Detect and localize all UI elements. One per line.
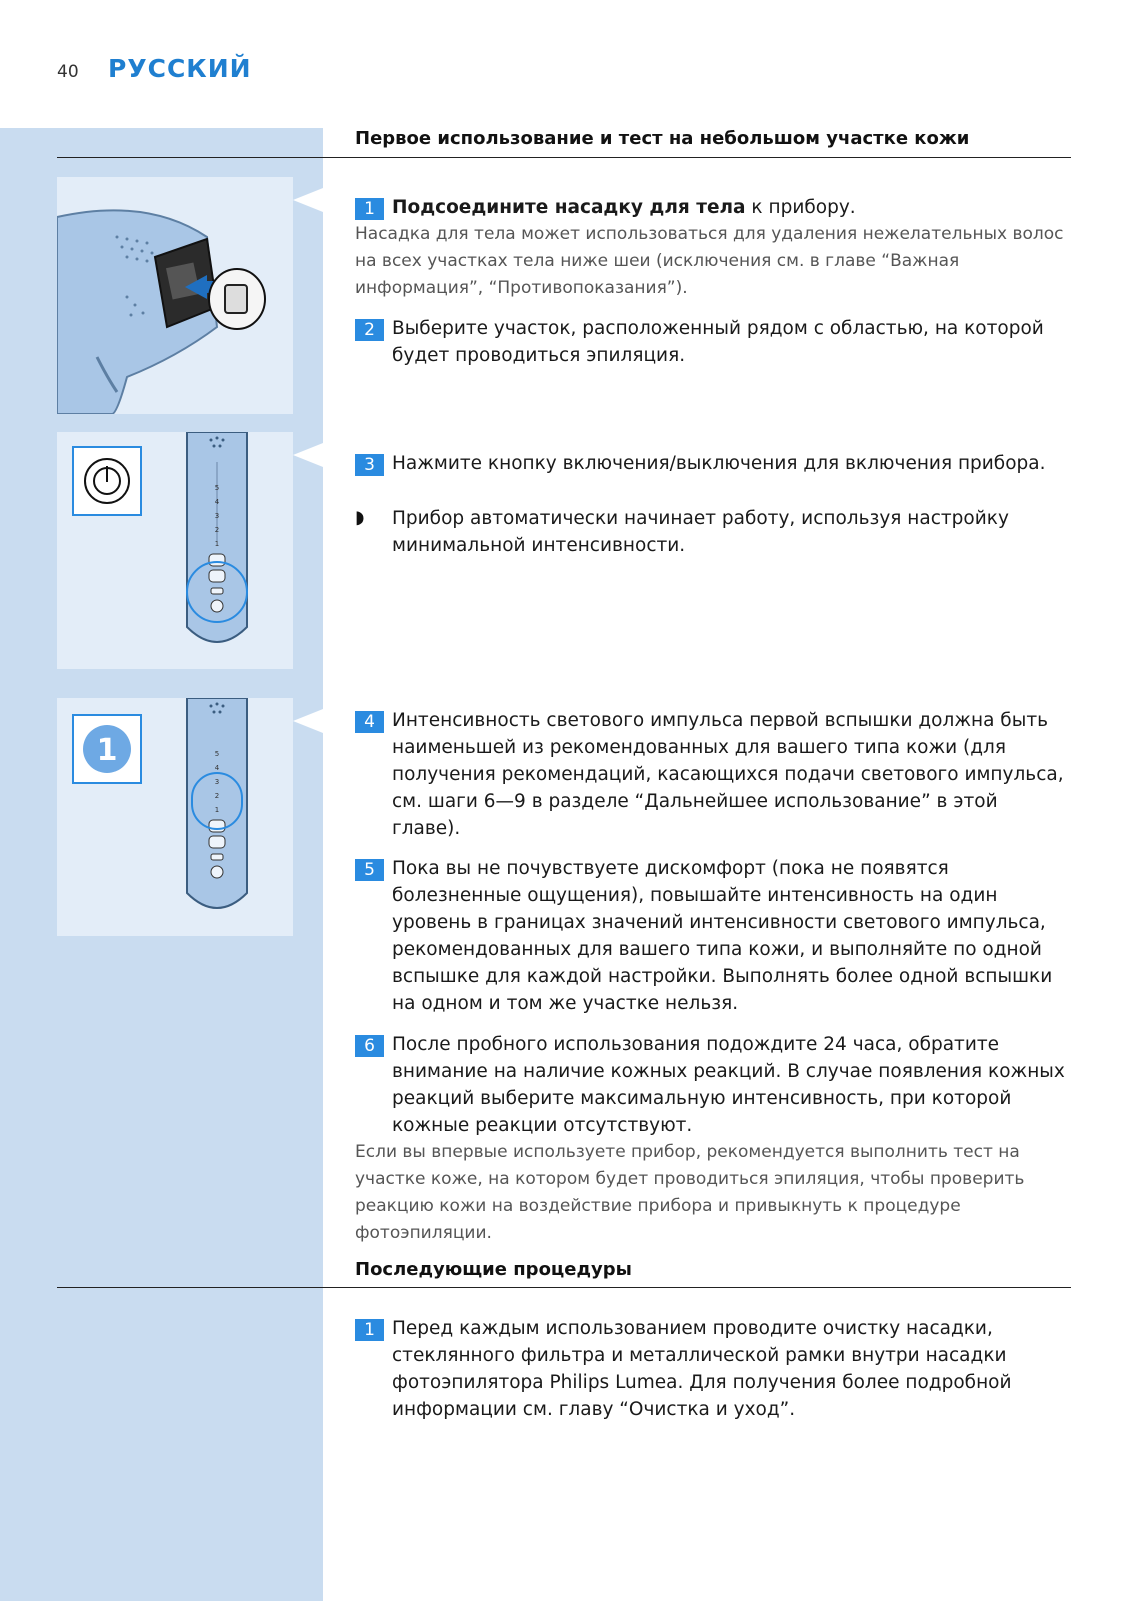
result-bullet	[355, 505, 1071, 559]
svg-text:4: 4	[214, 498, 220, 506]
svg-text:4: 4	[214, 764, 220, 772]
svg-text:1: 1	[214, 540, 220, 548]
step-number: 4	[355, 711, 384, 733]
step-text: После пробного использования подождите 24 часа, обратите внимание на наличие кожных реакций. В случае появления кожных реакций выберите максимальную интенсивность, при которой кожные реакции отсутствуют.	[392, 1034, 1065, 1136]
step-text: Нажмите кнопку включения/выключения для включения прибора.	[392, 453, 1046, 474]
step-text: Выберите участок, расположенный рядом с областью, на которой будет проводиться эпиляция.	[392, 318, 1044, 366]
device-attachment-icon	[57, 177, 293, 414]
step-bold-text: Подсоедините насадку для тела	[392, 197, 746, 218]
bullet-icon: ◗	[355, 507, 365, 528]
step-text: к прибору.	[745, 197, 856, 218]
step-6	[355, 1031, 1071, 1139]
svg-text:2: 2	[214, 792, 220, 800]
device-intensity-icon	[57, 698, 293, 936]
step-1-subsequent	[355, 1315, 1071, 1423]
svg-text:3: 3	[214, 778, 220, 786]
first-use-note: Если вы впервые используете прибор, рекомендуется выполнить тест на участке коже, на котором будет проводиться эпиляция, чтобы проверить реакцию кожи на воздействие прибора и привыкнуть к процедуре фотоэпиляции.	[355, 1142, 1025, 1243]
section-divider	[57, 1287, 1071, 1288]
page-number: 40	[57, 62, 79, 82]
step-number: 1	[355, 198, 384, 220]
step-1	[355, 194, 1071, 221]
level-5-label: 5	[214, 484, 220, 492]
svg-text:3: 3	[214, 512, 220, 520]
step-2	[355, 315, 1071, 369]
step-number: 2	[355, 319, 384, 341]
section-title-first-use: Первое использование и тест на небольшом участке кожи	[355, 128, 970, 149]
bullet-text: Прибор автоматически начинает работу, используя настройку минимальной интенсивности.	[392, 508, 1009, 556]
step-4	[355, 707, 1071, 842]
svg-text:2: 2	[214, 526, 220, 534]
step-number: 5	[355, 859, 384, 881]
svg-text:1: 1	[214, 806, 220, 814]
step-number: 1	[355, 1319, 384, 1341]
step-text: Пока вы не почувствуете дискомфорт (пока не появятся болезненные ощущения), повышайте интенсивность на один уровень в границах значений интенсивности светового импульса, рекомендованных для вашего типа кожи, и выполняйте по одной вспышке для каждой настройки. Выполнять более одной вспышки на одном и том же участке нельзя.	[392, 858, 1053, 1014]
section-title-subsequent: Последующие процедуры	[355, 1259, 632, 1280]
step-5	[355, 855, 1071, 1017]
step-number: 6	[355, 1035, 384, 1057]
step-text: Интенсивность светового импульса первой вспышки должна быть наименьшей из рекомендованных для вашего типа кожи (для получения рекомендаций, касающихся подачи светового импульса, см. шаги 6—9 в разделе “Дальнейшее использование” в этой главе).	[392, 710, 1064, 839]
step-1-note: Насадка для тела может использоваться для удаления нежелательных волос на всех участках тела ниже шеи (исключения см. в главе “Важная информация”, “Противопоказания”).	[355, 224, 1064, 298]
illustration-intensity	[57, 698, 293, 936]
section-divider	[57, 157, 1071, 158]
illustration-power-button	[57, 432, 293, 669]
device-handle-icon	[57, 432, 293, 669]
step-number: 3	[355, 454, 384, 476]
language-title: РУССКИЙ	[108, 54, 252, 83]
badge-number: 1	[96, 733, 118, 768]
illustration-attach-body	[57, 177, 293, 414]
svg-text:5: 5	[214, 750, 220, 758]
step-3	[355, 450, 1071, 477]
step-text: Перед каждым использованием проводите очистку насадки, стеклянного фильтра и металлической рамки внутри насадки фотоэпилятора Philips Lumea. Для получения более подробной информации см. главу “Очистка и уход”.	[392, 1318, 1012, 1420]
